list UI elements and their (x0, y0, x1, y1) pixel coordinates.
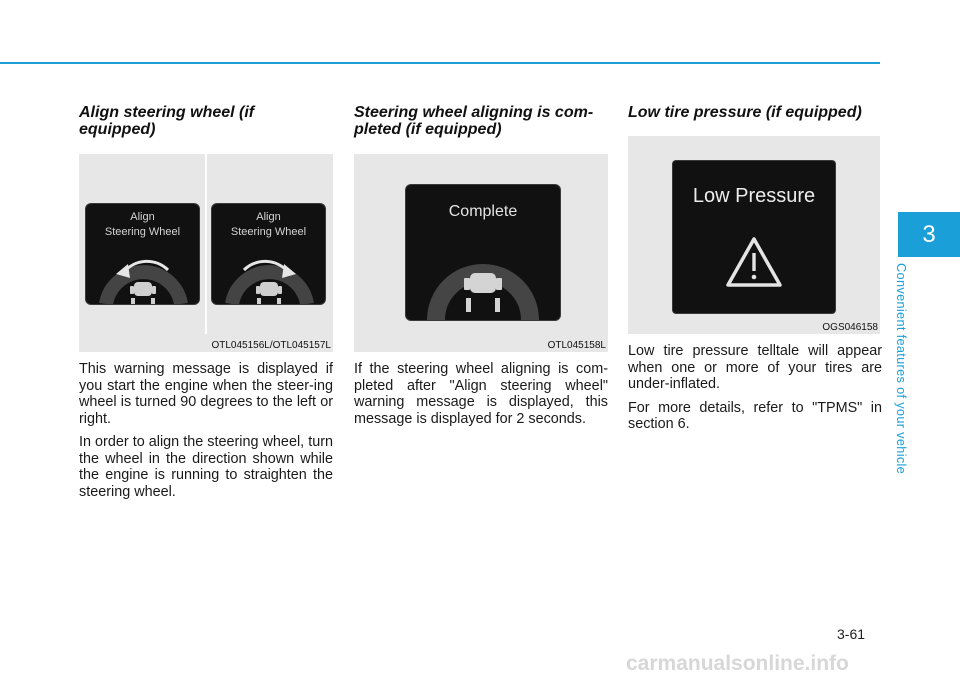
paragraph: For more details, refer to "TPMS" in section 6. (628, 399, 882, 432)
screen-text-line1: Align (130, 211, 155, 223)
steering-vehicle-icon (406, 240, 560, 320)
header-rule (0, 62, 880, 64)
figure-aligning-complete (354, 154, 608, 352)
watermark: carmanualsonline.info (626, 652, 849, 675)
paragraph: This warning message is displayed if you start the engine when the steer-ing wheel is turned 90 degrees to the left or right. (79, 361, 333, 427)
counter-clockwise-arrow-icon (86, 242, 199, 304)
heading-align-steering: Align steering wheel (if equipped) (79, 104, 255, 138)
page-number: 3-61 (837, 626, 866, 642)
figure-caption: OTL045156L/OTL045157L (211, 340, 331, 351)
display-screen (406, 185, 560, 320)
screen-text-line2: Steering Wheel (230, 226, 307, 238)
chapter-tab: 3 (898, 212, 960, 257)
figure-divider (205, 154, 207, 334)
figure-align-steering (79, 154, 333, 352)
screen-text-line2: Steering Wheel (104, 226, 181, 238)
screen-text-complete: Complete (448, 203, 518, 220)
heading-low-tire-pressure: Low tire pressure (if equipped) (628, 104, 862, 121)
chapter-title (894, 263, 926, 493)
chapter-title-text: Convenient features of your vehicle (894, 263, 909, 475)
screen-text-low-pressure: Low Pressure (692, 185, 816, 207)
clockwise-arrow-icon (212, 242, 325, 304)
display-screen (673, 161, 835, 313)
paragraph: If the steering wheel aligning is com-pleted after "Align steering wheel" warning message is displayed, this message is displayed for 2 seconds. (354, 361, 608, 427)
column-aligning-complete (354, 104, 608, 434)
screen-text-line1: Align (256, 211, 281, 223)
warning-triangle-icon (673, 227, 835, 307)
figure-caption: OTL045158L (547, 340, 606, 351)
display-screen-right (212, 204, 325, 304)
column-low-tire-pressure (628, 104, 882, 440)
paragraph: In order to align the steering wheel, turn the wheel in the direction shown while the engine is running to straighten the steering wheel. (79, 434, 333, 500)
heading-aligning-complete: Steering wheel aligning is com-pleted (if equipped) (354, 104, 594, 138)
display-screen-left (86, 204, 199, 304)
figure-low-pressure (628, 136, 880, 334)
figure-caption: OGS046158 (822, 322, 878, 333)
paragraph: Low tire pressure telltale will appear when one or more of your tires are under-inflated. (628, 343, 882, 392)
column-align-steering (79, 104, 333, 507)
